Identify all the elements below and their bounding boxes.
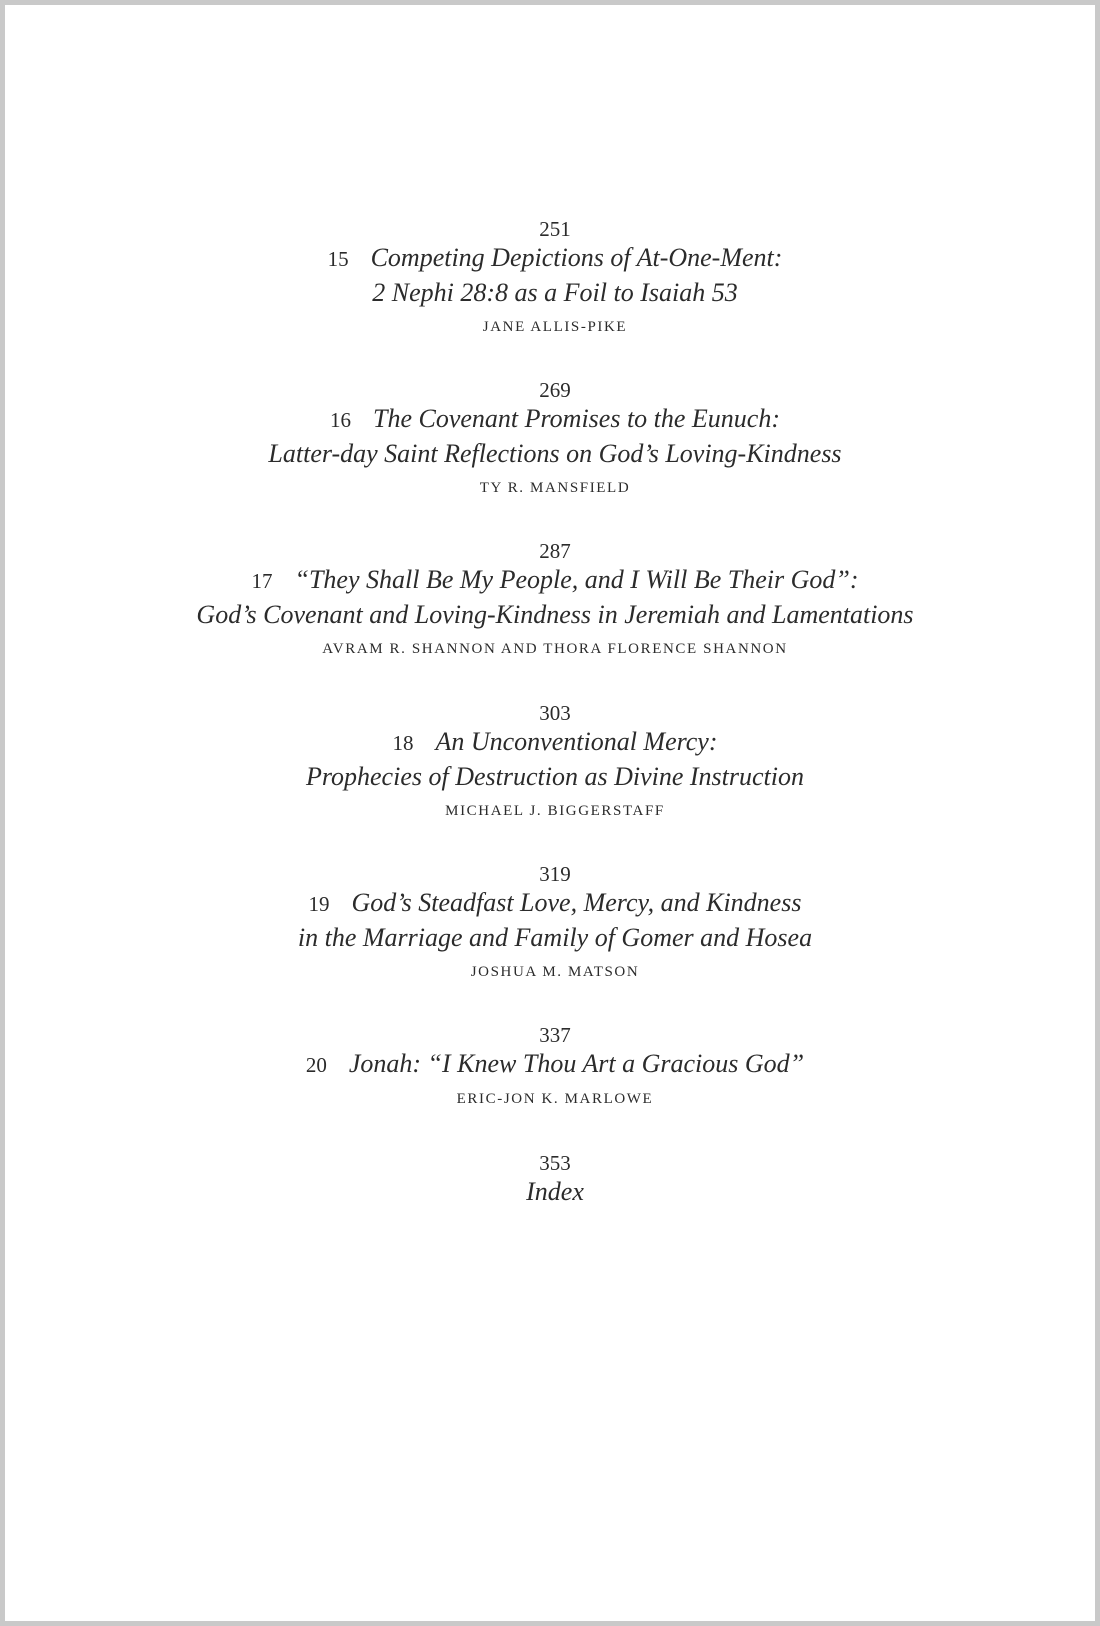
chapter-title (5, 402, 1100, 471)
chapter-title (5, 886, 1100, 955)
chapter-title-line-1: Competing Depictions of At-One-Ment: (370, 243, 783, 272)
chapter-author: MICHAEL J. BIGGERSTAFF (445, 803, 665, 819)
page-number: 269 (539, 378, 571, 402)
index-title: Index (526, 1177, 584, 1206)
chapter-author: ERIC-JON K. MARLOWE (456, 1091, 654, 1107)
chapter-title-line-2: Prophecies of Destruction as Divine Instruction (305, 762, 804, 791)
chapter-title (5, 241, 1100, 310)
chapter-title-line-1: An Unconventional Mercy: (435, 727, 718, 756)
toc-entry-index (5, 1151, 1100, 1209)
toc-entry-18 (5, 701, 1100, 822)
page-number: 251 (539, 217, 571, 241)
chapter-number: 16 (329, 408, 351, 432)
chapter-title-line-1: The Covenant Promises to the Eunuch: (372, 404, 781, 433)
toc-entry-15 (5, 217, 1100, 338)
page-number: 303 (539, 701, 571, 725)
chapter-title (5, 725, 1100, 794)
chapter-number: 15 (327, 247, 349, 271)
page-number: 337 (539, 1023, 571, 1047)
toc-entry-16 (5, 378, 1100, 499)
chapter-author: AVRAM R. SHANNON AND THORA FLORENCE SHANNON (322, 641, 788, 657)
chapter-title-line-2: Latter-day Saint Reflections on God’s Loving-Kindness (268, 439, 842, 468)
chapter-title-line-1: Jonah: “I Knew Thou Art a Gracious God” (348, 1049, 805, 1078)
page-number: 319 (539, 862, 571, 886)
chapter-number: 20 (305, 1053, 327, 1077)
chapter-title (5, 563, 1100, 632)
toc-entry-20 (5, 1023, 1100, 1110)
chapter-title-line-2: in the Marriage and Family of Gomer and Hosea (297, 923, 813, 952)
chapter-author: JOSHUA M. MATSON (470, 964, 640, 980)
chapter-title (5, 1047, 1100, 1082)
chapter-title-line-2: 2 Nephi 28:8 as a Foil to Isaiah 53 (372, 278, 738, 307)
toc-entry-17 (5, 539, 1100, 660)
chapter-title-line-1: “They Shall Be My People, and I Will Be Their God”: (294, 565, 859, 594)
chapter-number: 18 (392, 731, 414, 755)
chapter-number: 19 (308, 892, 330, 916)
page-number: 353 (539, 1151, 571, 1175)
toc-entry-19 (5, 862, 1100, 983)
chapter-author: JANE ALLIS-PIKE (482, 319, 628, 335)
chapter-number: 17 (251, 569, 273, 593)
chapter-title-line-2: God’s Covenant and Loving-Kindness in Jeremiah and Lamentations (196, 600, 914, 629)
page-number: 287 (539, 539, 571, 563)
chapter-title-line-1: God’s Steadfast Love, Mercy, and Kindness (351, 888, 802, 917)
chapter-author: TY R. MANSFIELD (479, 480, 631, 496)
